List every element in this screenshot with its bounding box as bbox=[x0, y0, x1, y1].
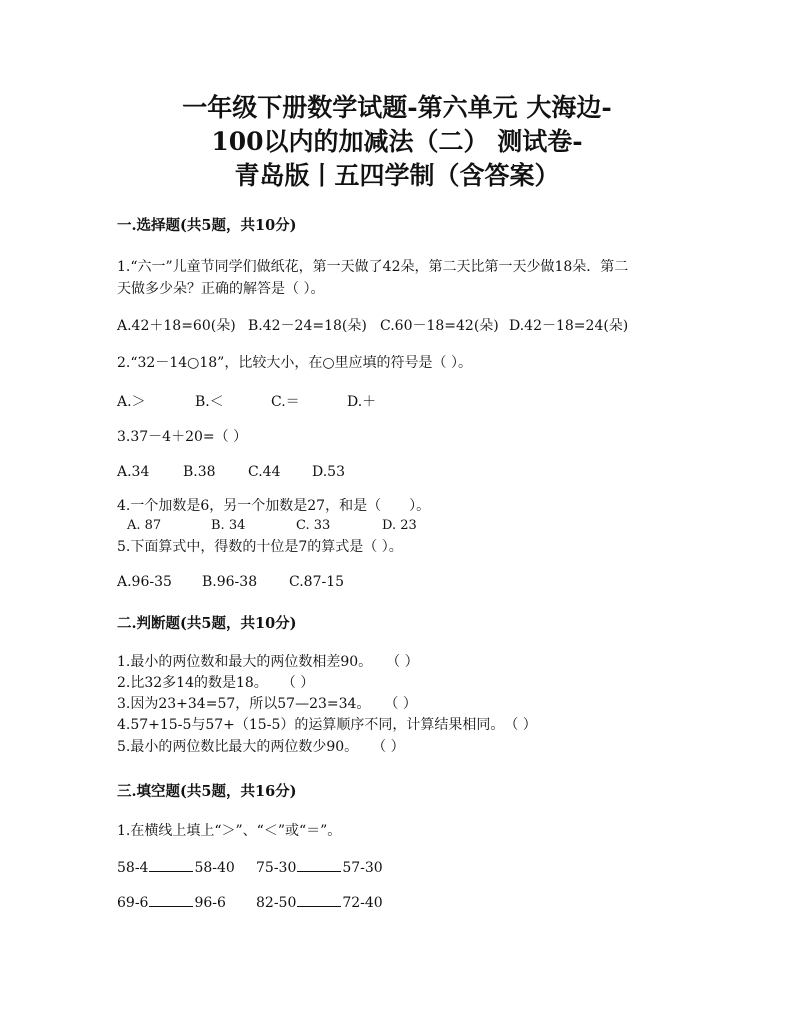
q3-option-d: D.53 bbox=[312, 464, 345, 480]
q5-option-a: A.96-35 bbox=[117, 574, 172, 590]
judge-item-2: 2.比32多14的数是18。 （ ） bbox=[117, 675, 315, 691]
fill-left-expr: 82-50 bbox=[256, 895, 297, 911]
fill-blank[interactable] bbox=[297, 894, 341, 907]
q3-option-a: A.34 bbox=[117, 464, 150, 480]
q4-option-a: A. 87 bbox=[127, 518, 162, 533]
q1-option-c: C.60－18=42(朵) bbox=[380, 318, 499, 334]
q4-option-d: D. 23 bbox=[382, 518, 417, 533]
title-line-2: 100以内的加减法（二） 测试卷- bbox=[211, 127, 583, 156]
q3-option-b: B.38 bbox=[183, 464, 216, 480]
fill-row-2-pair-2 bbox=[256, 893, 383, 913]
judge-item-3: 3.因为23+34=57，所以57—23=34。 （ ） bbox=[117, 696, 417, 712]
q1-option-a: A.42＋18=60(朵) bbox=[117, 318, 236, 334]
q2-option-b: B.＜ bbox=[195, 394, 224, 410]
q5-option-c: C.87-15 bbox=[289, 574, 345, 590]
section-heading-choice: 一.选择题(共5题，共10分) bbox=[117, 217, 297, 234]
question-2: 2.“32－14○18”，比较大小，在○里应填的符号是（ ）。 bbox=[117, 355, 472, 371]
q4-option-b: B. 34 bbox=[211, 518, 246, 533]
question-1-line-2: 天做多少朵？正确的解答是（ ）。 bbox=[117, 281, 325, 297]
q1-option-d: D.42－18=24(朵) bbox=[509, 318, 629, 334]
q2-option-c: C.＝ bbox=[271, 394, 300, 410]
fill-question-1: 1.在横线上填上“＞”、“＜”或“＝”。 bbox=[117, 823, 342, 839]
fill-row-1-pair-1 bbox=[117, 858, 235, 878]
q2-option-d: D.＋ bbox=[347, 394, 377, 410]
question-4: 4.一个加数是6，另一个加数是27，和是（ ）。 bbox=[117, 498, 431, 514]
fill-left-expr: 69-6 bbox=[117, 895, 149, 911]
q2-option-a: A.＞ bbox=[117, 394, 146, 410]
q1-option-b: B.42－24=18(朵) bbox=[248, 318, 367, 334]
q5-option-b: B.96-38 bbox=[202, 574, 258, 590]
fill-row-1-pair-2 bbox=[256, 858, 383, 878]
fill-blank[interactable] bbox=[297, 859, 341, 872]
section-heading-fill: 三.填空题(共5题，共16分) bbox=[117, 783, 297, 800]
title-line-3: 青岛版丨五四学制（含答案） bbox=[234, 161, 560, 190]
question-5: 5.下面算式中，得数的十位是7的算式是（ ）。 bbox=[117, 539, 403, 555]
fill-blank[interactable] bbox=[149, 894, 193, 907]
question-3: 3.37－4＋20=（ ） bbox=[117, 429, 248, 445]
judge-item-5: 5.最小的两位数比最大的两位数少90。 （ ） bbox=[117, 739, 405, 755]
fill-right-expr: 72-40 bbox=[342, 895, 383, 911]
fill-left-expr: 75-30 bbox=[256, 860, 297, 876]
judge-item-1: 1.最小的两位数和最大的两位数相差90。 （ ） bbox=[117, 654, 419, 670]
section-heading-judge: 二.判断题(共5题，共10分) bbox=[117, 615, 297, 632]
fill-right-expr: 58-40 bbox=[194, 860, 235, 876]
title-line-1: 一年级下册数学试题-第六单元 大海边- bbox=[182, 93, 612, 122]
fill-right-expr: 96-6 bbox=[194, 895, 226, 911]
question-1-line-1: 1.“六一”儿童节同学们做纸花，第一天做了42朵，第二天比第一天少做18朵．第二 bbox=[117, 259, 629, 275]
fill-blank[interactable] bbox=[149, 859, 193, 872]
fill-row-2-pair-1 bbox=[117, 893, 226, 913]
judge-item-4: 4.57+15-5与57+（15-5）的运算顺序不同，计算结果相同。 （ ） bbox=[117, 717, 537, 733]
q4-option-c: C. 33 bbox=[296, 518, 331, 533]
fill-left-expr: 58-4 bbox=[117, 860, 149, 876]
q3-option-c: C.44 bbox=[248, 464, 281, 480]
fill-right-expr: 57-30 bbox=[342, 860, 383, 876]
